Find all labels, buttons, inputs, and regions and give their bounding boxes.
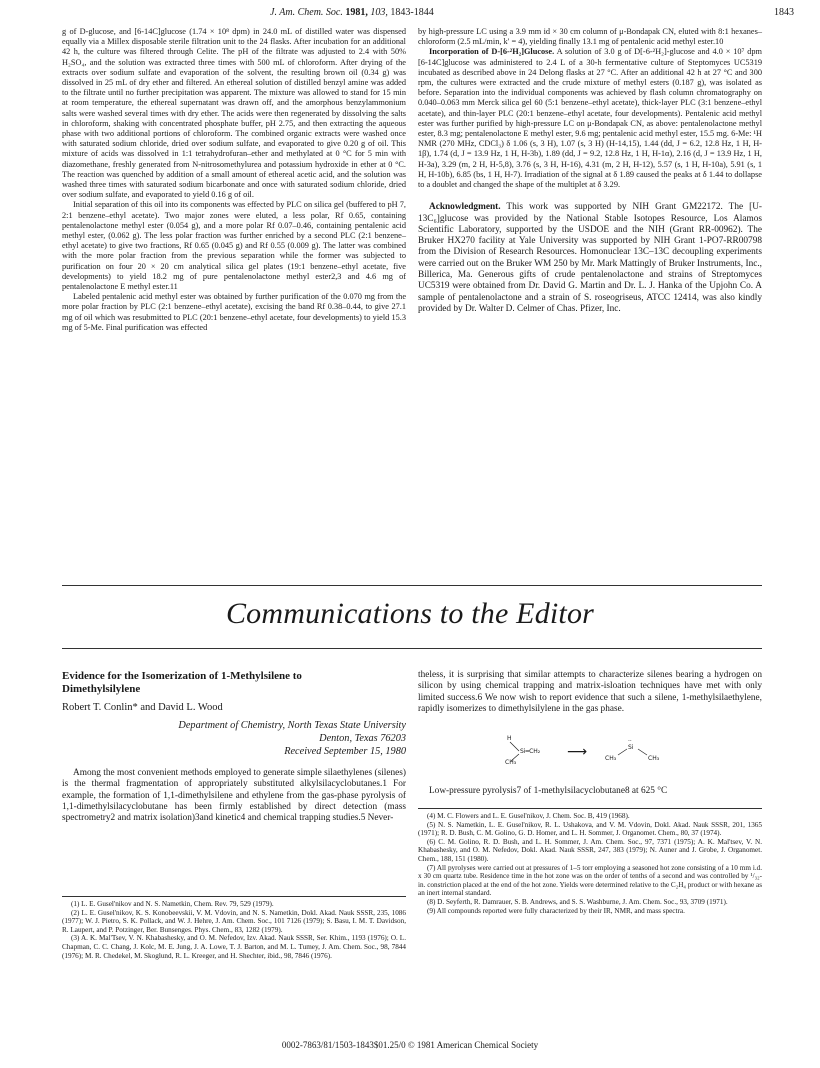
paragraph: Low-pressure pyrolysis7 of 1-methylsilacyclobutane8 at 625 °C	[429, 786, 668, 796]
top-left-column	[62, 27, 406, 333]
journal-header	[270, 7, 434, 18]
footnote-rule-right	[418, 808, 762, 809]
journal-volume: 103,	[370, 7, 388, 18]
article-body-right-2	[418, 786, 762, 797]
footnote: (9) All compounds reported were fully characterized by their IR, NMR, and mass spectra.	[427, 906, 685, 915]
received-date: Received September 15, 1980	[284, 746, 406, 757]
affiliation-department: Department of Chemistry, North Texas State University	[178, 720, 406, 731]
subsection-title: Incorporation of D-[6-²H₂]Glucose.	[429, 47, 555, 57]
footnote: (5) N. S. Nametkin, L. E. Gusel'nikov, R. L. Ushakova, and V. M. Vdovin, Dokl. Akad. Nauk SSSR, 201, 1365 (1971); R. D. Bush, C. M. Golino, G. D. Homer, and L. H. Sommer, J. Organomet. Chem., 80, 37 (1974).	[418, 820, 762, 838]
paragraph: Initial separation of this oil into its components was effected by PLC on silica gel (buffered to pH 7, 2:1 benzene–ethyl acetate). Two major zones were eluted, a less polar, Rf 0.65, containing pentalenolactone methyl ester (0.054 g), and a more polar Rf 0.07–0.46, containing pentalenic acid methyl ester, (0.062 g). The less polar fraction was further enriched by a second PLC (2:1 benzene–ethyl acetate) to give two fractions, Rf 0.65 (0.045 g) and Rf 0.55 (0.009 g). The latter was combined with the more polar fraction from the previous separation while the former was subjected to purification on four 20 × 20 cm analytical silica gel plates (19:1 benzene–ethyl acetate, five developments) to yield 18.2 mg of pure pentalenolactone methyl ester2,3 and 4.6 mg of pentalenolactone E methyl ester.11	[62, 200, 406, 292]
scheme-h: H	[507, 735, 512, 742]
article-left	[62, 670, 406, 824]
article-title: Evidence for the Isomerization of 1-Methylsilene to Dimethylsilylene	[62, 670, 302, 695]
page-footer: 0002-7863/81/1503-1843$01.25/0 © 1981 American Chemical Society	[281, 1040, 539, 1050]
paragraph: A solution of 3.0 g of D[-6-²H₂]-glucose and 4.0 × 10⁷ dpm [6-14C]glucose was administered to 2.4 L of a 30-h fermentative culture of Steptomyces UC5319 incubated as described above in 24 Delong flasks at 27 °C. After an additional 42 h at 27 °C and 300 rpm, the cultures were extracted and the crude mixture of methyl esters (0.187 g), was isolated as before. Separation into the individual components was achieved by flash column chromatography on 0.040–0.063 mm Merck silica gel 60 (5:1 benzene–ethyl acetate), thick-layer PLC (3:1 benzene–ethyl acetate), and thin-layer PLC (20:1 benzene–ethyl acetate, four developments). Pentalenic acid methyl ester was further purified by high-pressure LC on μ-Bondapak CN, as above: pentalenolactone methyl ester, 8.3 mg; pentalenolactone E methyl ester, 9.6 mg; pentalenic acid methyl ester, 15.5 mg. 6-Me: ¹H NMR (270 MHz, CDCl₃) δ 1.06 (s, 3 H), 1.07 (s, 3 H) (H-14,15), 1.44 (dd, J = 6.2, 12.8 Hz, 1 H, H-1β), 1.74 (d, J = 13.9 Hz, 1 H, H-3b), 1.89 (dd, J = 9.2, 12.8 Hz, 1 H, H-1α), 2.16 (d, J = 13.9 Hz, 1 H, H-3a), 3.29 (m, 2 H, H-5,8), 3.76 (s, 3 H, H-16), 4.31 (m, 2 H, H-12), 5.57 (s, 1 H, H-10a), 5.91 (s, 1 H, H-10b), 6.85 (bs, 1 H, H-7). Irradiation of the signal at δ 1.89 caused the peaks at δ 1.44 to dollapse to a doublet and changed the shape of the multiplet at δ 3.29.	[418, 47, 762, 190]
footnote: (7) All pyrolyses were carried out at pressures of 1–5 torr employing a seasoned hot zone consisting of a 10 mm i.d. x 30 cm quartz tube. Residence time in the hot zone was on the order of tenths of a second and was controlled by ¹/₃₂-in. constriction placed at the end of the hot zone. Yields were determined relative to the C₂H₄ product or with hexane as an inert internal standard.	[418, 863, 762, 898]
section-title: Communications to the Editor	[225, 597, 595, 630]
affiliation	[62, 719, 406, 758]
top-right-column	[418, 27, 762, 315]
footnote: (4) M. C. Flowers and L. E. Gusel'nikov, J. Chem. Soc. B, 419 (1968).	[427, 812, 630, 820]
paragraph: Labeled pentalenic acid methyl ester was obtained by further purification of the 0.070 mg from the more polar fraction by PLC (2:1 benzene–ethyl acetate), excising the band Rf 0.38–0.44, to give 27.1 mg of oil which was resubmitted to PLC (20:1 benzene–ethyl acetate, four developments) to yield 15.3 mg of 5-Me. Final purification was effected	[62, 292, 406, 332]
paragraph: theless, it is surprising that similar attempts to characterize silenes bearing a hydrogen on silicon by using chemical trapping and matrix-isloation techniques have met with only limited success.6 We now wish to report evidence that such a silene, 1-methylsilaethylene, rapidly isomerizes to dimethylsilylene in the gas phase.	[418, 670, 762, 714]
affiliation-city: Denton, Texas 76203	[319, 733, 406, 744]
footnote: (1) L. E. Gusel'nikov and N. S. Nametkin, Chem. Rev. 79, 529 (1979).	[71, 900, 274, 908]
article-body-left	[62, 768, 406, 824]
section-rule-top	[62, 585, 762, 586]
article-right	[418, 670, 762, 715]
scheme-ch3-left: CH₃	[505, 759, 517, 766]
acknowledgment-label: Acknowledgment.	[429, 202, 501, 213]
footnotes-left	[62, 900, 406, 960]
paragraph: Among the most convenient methods employed to generate simple silaethylenes (silenes) is the thermal fragmentation of appropriately substituted alkylsilacyclobutanes.1 For example, the formation of 1,1-dimethylsilene and ethylene from the gas-phase pyrolysis of 1,1-dimethylsilacyclobutane has been firmly established by direct detection (mass spectrometry2 and matrix isolation)3and kinetic4 and chemical trapping studies.5 Never-	[62, 768, 406, 824]
footnote: (2) L. E. Gusel'nikov, K. S. Konobeevskii, V. M. Vdovin, and N. S. Nametkin, Dokl. Akad. Nauk SSSR, 235, 1086 (1977); W. J. Pietro, S. K. Pollack, and W. J. Hehre, J. Am. Chem. Soc., 101 7126 (1979); S. Basu, I. M. T. Davidson, R. Laupert, and P. Potzinger, Ber. Bunsenges. Phys. Chem., 83, 1282 (1979).	[62, 908, 406, 934]
article-body-right	[418, 670, 762, 715]
scheme-si: Si	[628, 744, 634, 751]
footnote-rule-left	[62, 896, 406, 897]
footnote: (3) A. K. Mal'Tsev, V. N. Khabashesky, and O. M. Nefedov, Izv. Akad. Nauk SSSR, Ser. Khim., 1193 (1976); O. L. Chapman, C. C. Chang, J. Kolc, M. E. Jung, J. A. Lowe, T. J. Barton, and M. L. Tumey, J. Am. Chem. Soc., 98, 7844 (1976); M. R. Chedekel, M. Skoglund, R. L. Kreeger, and H. Shechter, ibid., 98, 7846 (1976).	[62, 934, 406, 960]
section-rule-bottom	[62, 648, 762, 649]
journal-year: 1981,	[345, 7, 368, 18]
scheme-arrow: ⟶	[567, 744, 588, 760]
scheme-lone-pair: ··	[628, 738, 632, 745]
page-number: 1843	[774, 7, 794, 18]
article-authors: Robert T. Conlin* and David L. Wood	[62, 702, 223, 713]
paragraph: g of D-glucose, and [6-14C]glucose (1.74 × 10⁸ dpm) in 24.0 mL of distilled water was dispensed equally via a Millex disposable sterile filtration unit to the 24 flasks. After incubation for an additional 42 h, the culture was filtered through Celite. The pH of the filtrate was adjusted to 2.4 with 50% H₂SO₄, and the solution was extracted three times with 500 mL of chloroform. After drying of the extracts over sodium sulfate and evaporation of the solvent, the resulting brown oil (0.34 g) was dissolved in 25 mL of dry ether and filtered. An ethereal solution of distilled benzyl amine was added to the filtrate until no further precipitation was apparent. The mixture was allowed to stand for 15 min at room temperature, the ethereal supernatant was drawn off, and the amorphous benzylammonium salts were washed several times with dry ether. The acids were then regenerated by dissolving the salts in chloroform, shaking with concentrated phosphate buffer, pH 2.75, and then extracting the aqueous phase with two additional portions of chloroform. The combined organic extracts were washed once with saturated sodium chloride, dried over sodium sulfate, and evaporated to give 0.20 g of oil. This mixture of acids was dissolved in 1:1 tetrahydrofuran–ether and methylated at 0 °C for 5 min with diazomethane, freshly generated from N-nitrosomethylurea and potassium hydroxide in ether at 0 °C. The reaction was quenched by addition of a small amount of ethereal acetic acid, and the solution was washed three times with saturated sodium bicarbonate and once with saturated sodium chloride, dried over sodium sulfate, and evaporated to yield 0.16 g of oil.	[62, 27, 406, 200]
acknowledgment-text: This work was supported by NIH Grant GM22172. The [U-13C₆]glucose was provided by the National Stable Isotopes Resource, Los Alamos Scientific Laboratory, supported by the USDOE and the NIH (Grant RR-00962). The Bruker HX270 facility at Yale University was supported by NIH Grant 1-PO7-RR00798 from the Division of Research Resources. Homonuclear 13C–13C decoupling experiments were carried out on the Bruker WM 250 by Mr. Mark Mattingly of Bruker Instruments, Inc., Billerica, Ma. Generous gifts of crude pentalenolactone and strains of Streptomyces UC5319 were obtained from Dr. David G. Martin and Dr. L. J. Hanka of the Upjohn Co. A sample of pentalenolactone and a strain of S. roseogriseus, ATCC 12414, was also kindly provided by Dr. Walter D. Celmer of Chas. Pfizer, Inc.	[418, 202, 763, 314]
scheme-ch3-b: CH₃	[648, 755, 660, 762]
scheme-si-ch2: Si═CH₂	[520, 748, 541, 755]
footnote: (8) D. Seyferth, R. Damrauer, S. B. Andrews, and S. S. Washburne, J. Am. Chem. Soc., 93, 3709 (1971).	[427, 897, 728, 906]
paragraph: by high-pressure LC using a 3.9 mm id × 30 cm column of μ-Bondapak CN, eluted with 8:1 hexanes–chloroform (2.5 mL/min, k′ = 4), yielding finally 13.1 mg of pentalenic acid methyl ester.10	[418, 27, 762, 47]
reaction-scheme	[505, 735, 685, 775]
footnote: (6) C. M. Golino, R. D. Bush, and L. H. Sommer, J. Am. Chem. Soc., 97, 7371 (1975); A. K. Mal'tsev, V. N. Khabashesky, and O. M. Nefedov, Dokl. Akad. Nauk SSSR, 247, 383 (1979); N. Auner and J. Grobe, J. Organomet. Chem., 188, 151 (1980).	[418, 837, 762, 863]
journal-pages: 1843-1844	[390, 7, 434, 18]
footnotes-right	[418, 812, 762, 915]
journal-name: J. Am. Chem. Soc.	[270, 7, 343, 18]
scheme-ch3-a: CH₃	[605, 755, 617, 762]
